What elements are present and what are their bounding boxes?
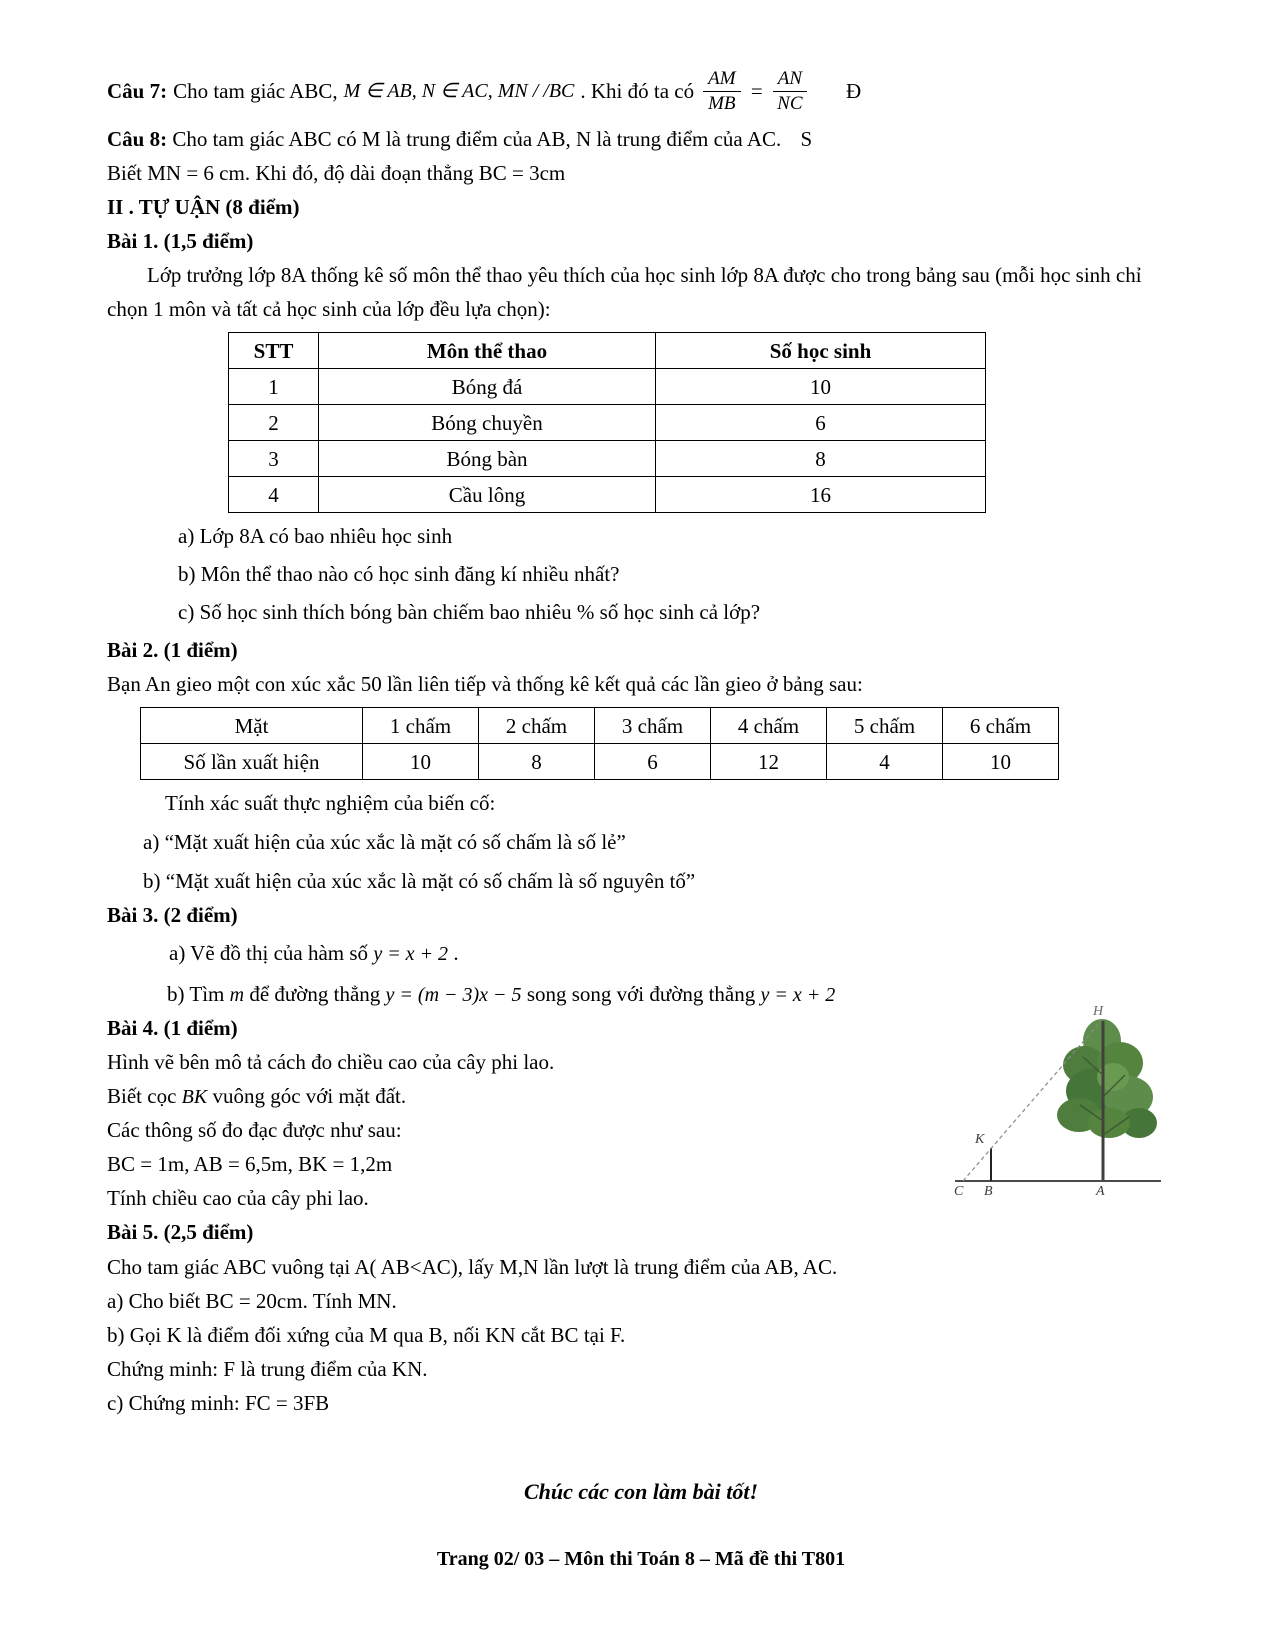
bai4-heading: Bài 4. (1 điểm): [107, 1016, 238, 1041]
bai2-heading: Bài 2. (1 điểm): [107, 638, 238, 663]
cell-count: 10: [363, 744, 479, 780]
bai2-intro: Bạn An gieo một con xúc xắc 50 lần liên tiếp và thống kê kết quả các lần gieo ở bảng sau:: [107, 672, 863, 697]
table-row: [229, 405, 986, 441]
bai3-b-text-1: b) Tìm: [167, 981, 225, 1006]
bai5-item-b: b) Gọi K là điểm đối xứng của M qua B, nối KN cắt BC tại F.: [107, 1322, 626, 1347]
figure-label-c: C: [954, 1184, 964, 1200]
cell-face: 2 chấm: [479, 708, 595, 744]
bai2-item-b: b) “Mặt xuất hiện của xúc xắc là mặt có số chấm là số nguyên tố”: [143, 869, 696, 894]
q7-text-2: . Khi đó ta có: [580, 78, 695, 103]
bai1-item-c: c) Số học sinh thích bóng bàn chiếm bao nhiêu % số học sinh cả lớp?: [178, 600, 761, 625]
cell-stt: 1: [229, 369, 319, 405]
section-2-heading: II . TỰ UẬN (8 điểm): [107, 195, 300, 220]
equals-sign: =: [749, 78, 764, 103]
tree-figure-drawing: [953, 1005, 1167, 1205]
bai5-heading: Bài 5. (2,5 điểm): [107, 1220, 254, 1245]
cell-face: 6 chấm: [943, 708, 1059, 744]
bai4-line-3: Các thông số đo đạc được như sau:: [107, 1118, 402, 1143]
cell-count: 8: [479, 744, 595, 780]
table-row: [141, 744, 1059, 780]
figure-label-k: K: [975, 1132, 985, 1148]
bai4-line-4: BC = 1m, AB = 6,5m, BK = 1,2m: [107, 1152, 393, 1177]
bai5-item-b2: Chứng minh: F là trung điểm của KN.: [107, 1356, 428, 1381]
tree-foliage: [1057, 1019, 1157, 1138]
cell-face: 4 chấm: [711, 708, 827, 744]
table-header-row: [229, 333, 986, 369]
cell-sport: Bóng bàn: [319, 441, 656, 477]
cell-stt: 2: [229, 405, 319, 441]
bai5-item-a: a) Cho biết BC = 20cm. Tính MN.: [107, 1288, 397, 1313]
bai4-line2-text-2: vuông góc với mặt đất.: [212, 1084, 407, 1109]
cell-face: 3 chấm: [595, 708, 711, 744]
cell-count: 4: [827, 744, 943, 780]
col-header-sport: Môn thể thao: [319, 333, 656, 369]
bai4-line2-text-1: Biết cọc: [107, 1084, 177, 1109]
fraction-numerator: AM: [703, 68, 740, 92]
cell-sport: Cầu lông: [319, 477, 656, 513]
fraction-am-mb: [703, 68, 740, 115]
bai5-intro: Cho tam giác ABC vuông tại A( AB<AC), lấy M,N lần lượt là trung điểm của AB, AC.: [107, 1254, 838, 1279]
bai3-b-var-m: m: [229, 983, 245, 1006]
q8-answer-mark: S: [800, 127, 813, 151]
cell-face-label: Mặt: [141, 708, 363, 744]
sports-table: [228, 332, 986, 513]
bai4-line-1: Hình vẽ bên mô tả cách đo chiều cao của cây phi lao.: [107, 1050, 555, 1075]
fraction-numerator: AN: [773, 68, 807, 92]
bai4-line2-math-bk: BK: [181, 1086, 208, 1109]
bai4-section: [107, 1004, 1175, 1215]
cell-sport: Bóng đá: [319, 369, 656, 405]
bai3-b-equation-2: y = x + 2: [760, 983, 836, 1006]
bai3-item-a: [169, 936, 1175, 970]
tree-measurement-figure: [953, 1005, 1167, 1205]
table-header-row: [141, 708, 1059, 744]
bai3-a-period: .: [453, 941, 459, 966]
bai3-heading: Bài 3. (2 điểm): [107, 903, 238, 928]
cell-count: 8: [656, 441, 986, 477]
cell-count: 6: [595, 744, 711, 780]
figure-label-a: A: [1096, 1184, 1105, 1200]
bai3-a-equation: y = x + 2: [373, 943, 449, 966]
bai4-line-5: Tính chiều cao của cây phi lao.: [107, 1186, 369, 1211]
question-7: [107, 60, 1175, 122]
cell-stt: 3: [229, 441, 319, 477]
cell-face: 5 chấm: [827, 708, 943, 744]
cell-face: 1 chấm: [363, 708, 479, 744]
cell-count: 6: [656, 405, 986, 441]
cell-count-label: Số lần xuất hiện: [141, 744, 363, 780]
q7-text-1: Cho tam giác ABC,: [173, 78, 338, 103]
bai2-item-a: a) “Mặt xuất hiện của xúc xắc là mặt có số chấm là số lẻ”: [143, 830, 626, 855]
bai1-item-a: a) Lớp 8A có bao nhiêu học sinh: [178, 524, 453, 549]
cell-count: 12: [711, 744, 827, 780]
cell-count: 10: [656, 369, 986, 405]
fraction-an-nc: [773, 68, 807, 115]
cell-count: 16: [656, 477, 986, 513]
question-8-line2: Biết MN = 6 cm. Khi đó, độ dài đoạn thẳng BC = 3cm: [107, 161, 566, 186]
bai3-b-text-2: để đường thẳng: [249, 981, 381, 1006]
cell-sport: Bóng chuyền: [319, 405, 656, 441]
col-header-stt: STT: [229, 333, 319, 369]
table-row: [229, 369, 986, 405]
q8-label: Câu 8:: [107, 127, 168, 151]
cell-count: 10: [943, 744, 1059, 780]
bai3-a-text: a) Vẽ đồ thị của hàm số: [169, 941, 369, 966]
bai3-b-equation-1: y = (m − 3)x − 5: [385, 983, 522, 1006]
fraction-denominator: MB: [708, 92, 736, 114]
col-header-count: Số học sinh: [656, 333, 986, 369]
figure-label-b: B: [984, 1184, 993, 1200]
q7-label: Câu 7:: [107, 78, 168, 103]
bai2-items: [143, 825, 1175, 898]
bai1-items: [178, 519, 1175, 629]
q7-math-condition: M ∈ AB, N ∈ AC, MN / /BC: [343, 79, 575, 102]
dice-table: [140, 707, 1059, 780]
q7-answer-mark: Đ: [846, 78, 862, 103]
cell-stt: 4: [229, 477, 319, 513]
q8-text-1: Cho tam giác ABC có M là trung điểm của AB, N là trung điểm của AC.: [172, 127, 782, 151]
bai1-item-b: b) Môn thể thao nào có học sinh đăng kí nhiều nhất?: [178, 562, 620, 587]
bai5-item-c: c) Chứng minh: FC = 3FB: [107, 1390, 330, 1415]
bai1-heading: Bài 1. (1,5 điểm): [107, 229, 254, 254]
fraction-denominator: NC: [777, 92, 803, 114]
page-footer: Trang 02/ 03 – Môn thi Toán 8 – Mã đề thi T801: [436, 1548, 846, 1571]
question-8-line1: [107, 122, 1175, 156]
bai5-section: [107, 1215, 1175, 1419]
figure-label-h: H: [1093, 1004, 1104, 1020]
table-row: [229, 477, 986, 513]
bai2-note: Tính xác suất thực nghiệm của biến cố:: [165, 791, 496, 816]
bai3-b-text-3: song song với đường thẳng: [526, 981, 756, 1006]
good-luck-message: Chúc các con làm bài tốt!: [523, 1478, 759, 1504]
bai1-intro: Lớp trưởng lớp 8A thống kê số môn thể thao yêu thích của học sinh lớp 8A được cho trong bảng sau (mỗi học sinh chỉ chọn 1 môn và tất cả học sinh của lớp đều lựa chọn):: [107, 263, 1142, 322]
table-row: [229, 441, 986, 477]
